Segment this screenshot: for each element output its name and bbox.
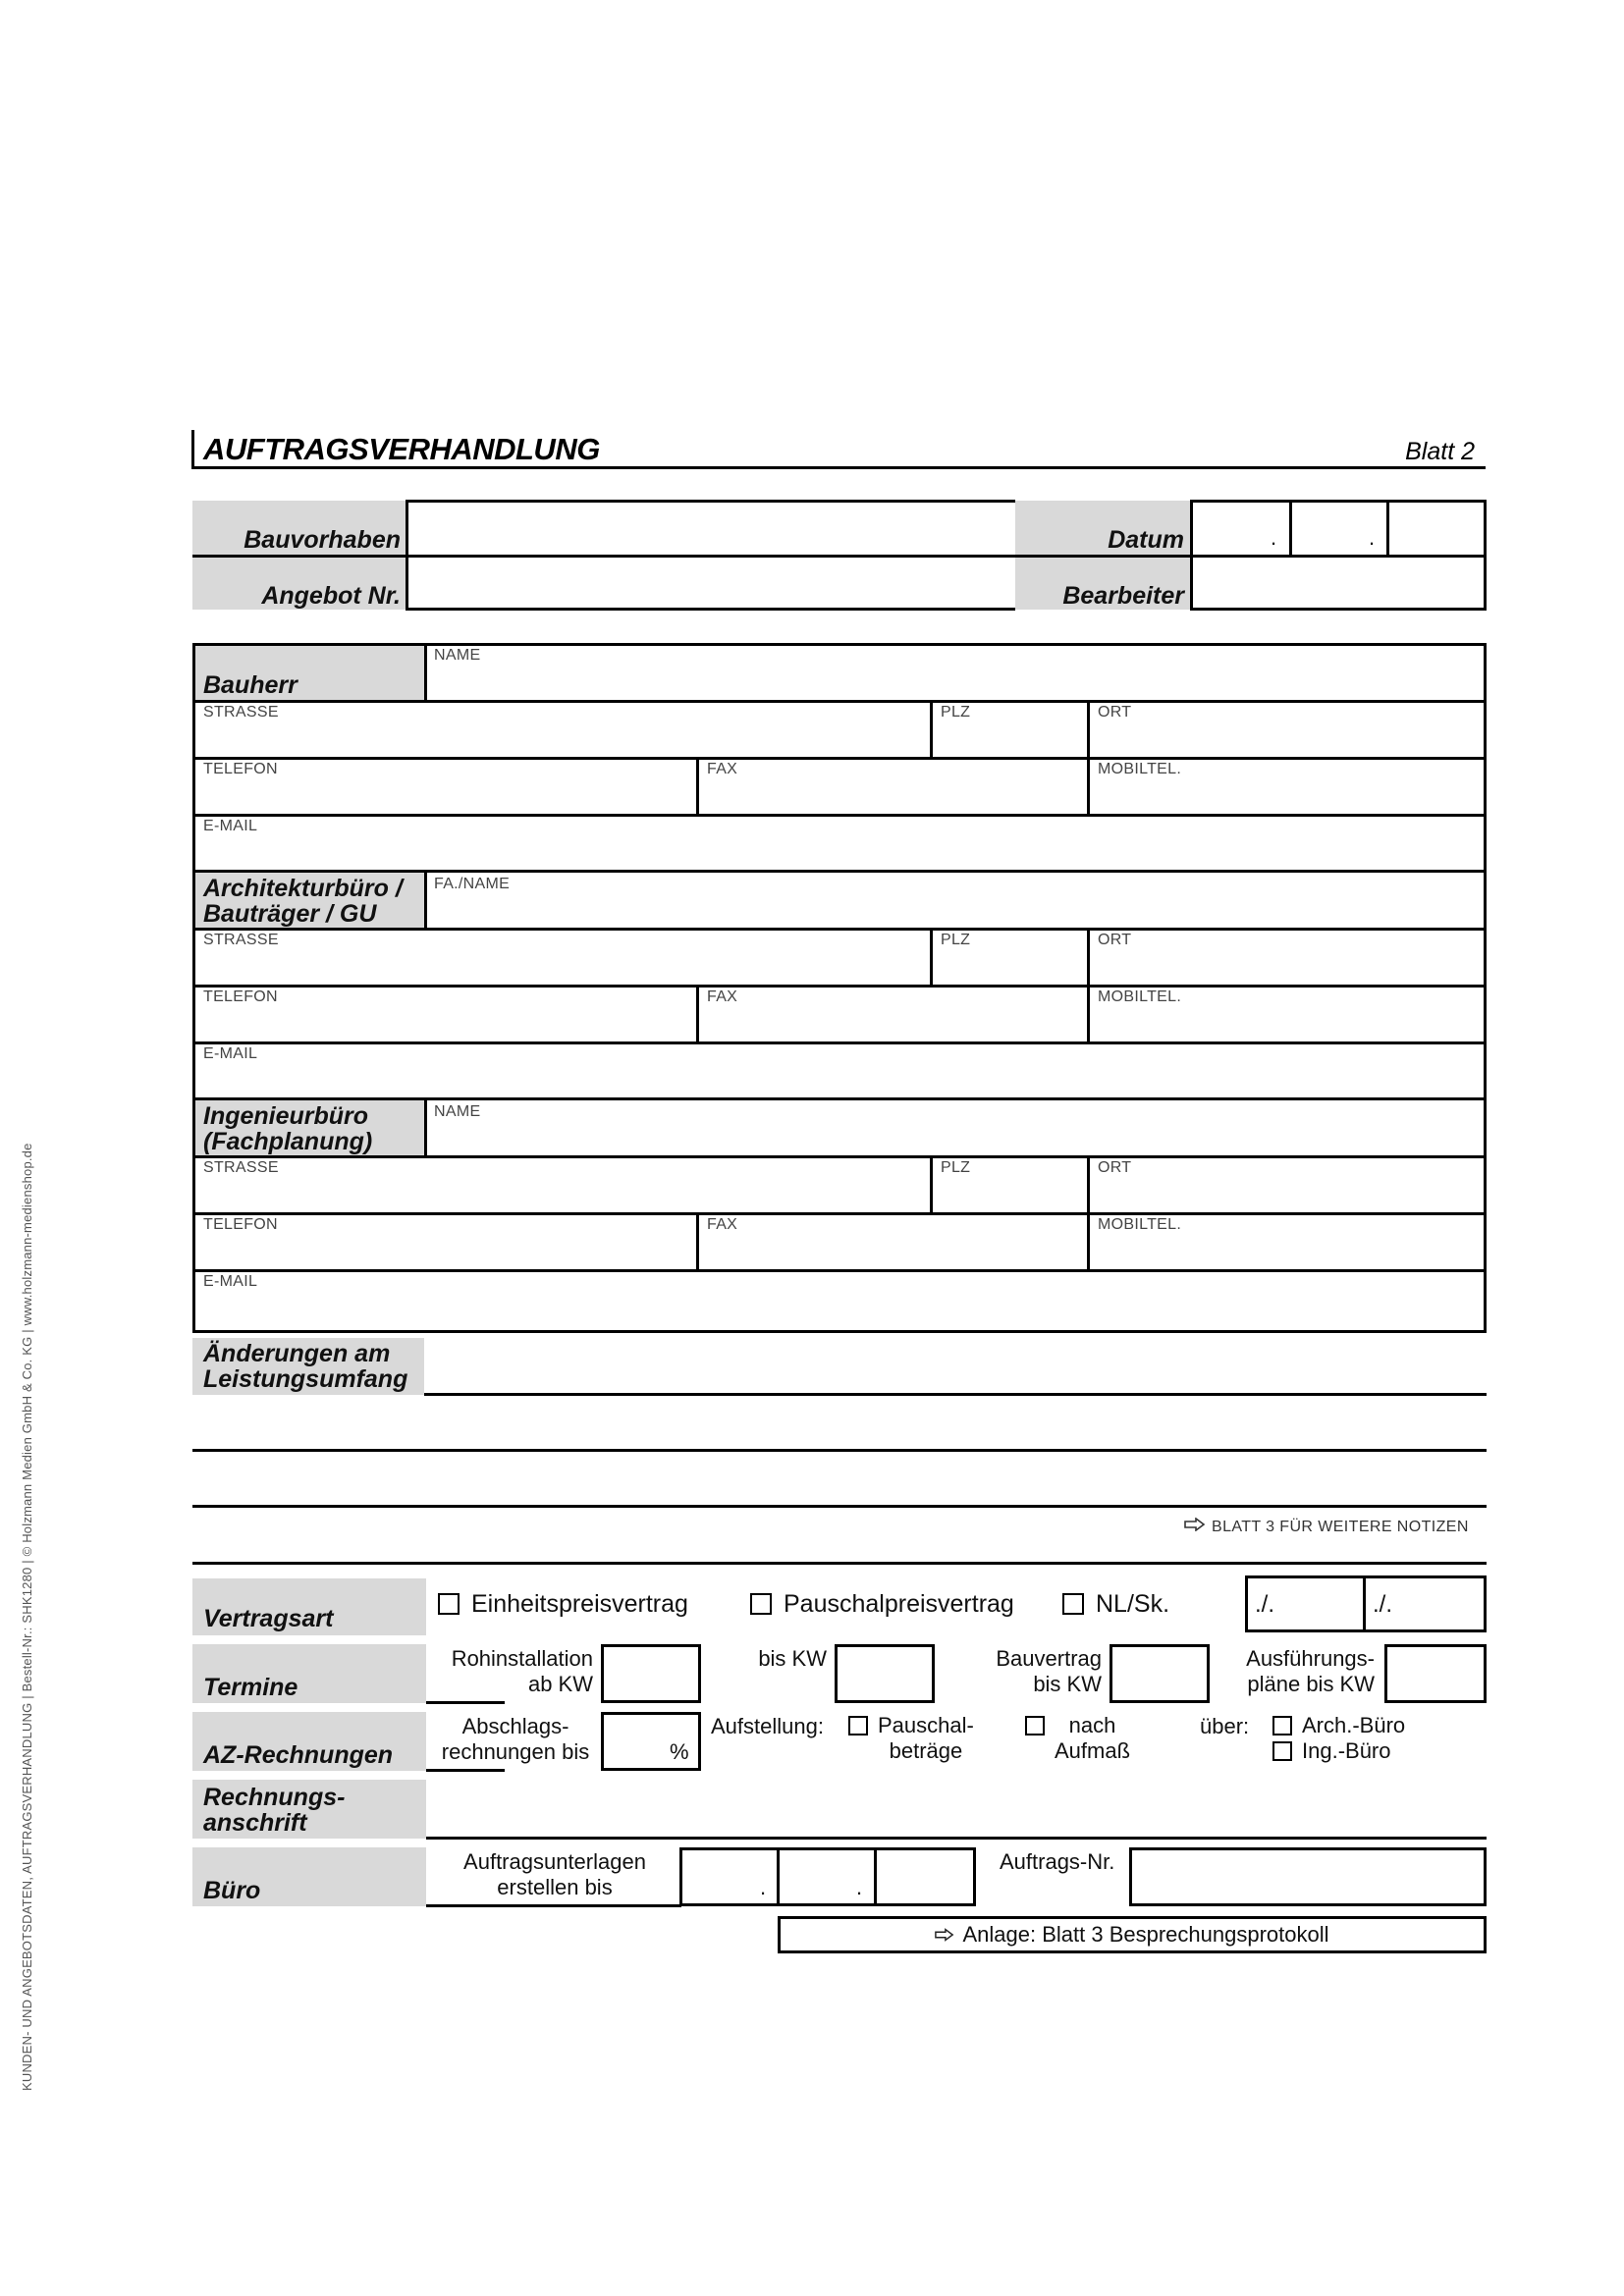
unterlagen-sep-1: . bbox=[760, 1875, 767, 1899]
bearbeiter-label: Bearbeiter bbox=[1062, 582, 1184, 610]
option-ing-buero[interactable] bbox=[1272, 1738, 1391, 1764]
ingenieur-div-plz bbox=[930, 1155, 933, 1212]
header-left-bar bbox=[191, 430, 194, 469]
az-label: AZ-Rechnungen bbox=[203, 1741, 394, 1769]
rechnung-rule bbox=[426, 1837, 1487, 1840]
changes-label-2: Leistungsumfang bbox=[203, 1365, 408, 1393]
header-rule bbox=[191, 466, 1486, 469]
option-pauschalpreis[interactable] bbox=[750, 1590, 1014, 1618]
bauherr-name-caption: NAME bbox=[434, 647, 481, 664]
abschlags-text-2: rechnungen bis bbox=[441, 1739, 590, 1764]
nlsk-label: NL/Sk. bbox=[1096, 1590, 1170, 1618]
ingenieur-telefon-field[interactable] bbox=[195, 1215, 696, 1269]
ingenieur-name-field[interactable] bbox=[427, 1100, 1484, 1154]
page-title: AUFTRAGSVERHANDLUNG bbox=[203, 432, 600, 466]
arch-buero-label: Arch.-Büro bbox=[1302, 1713, 1406, 1737]
bauherr-name-field[interactable] bbox=[427, 646, 1484, 700]
checkbox-einheitspreis[interactable] bbox=[438, 1593, 460, 1615]
architekt-email-field[interactable] bbox=[195, 1044, 1484, 1097]
termine-rule bbox=[426, 1701, 505, 1704]
ingenieur-plz-field[interactable] bbox=[933, 1158, 1087, 1212]
top-block-div1 bbox=[406, 500, 408, 611]
bauherr-email-caption: E-MAIL bbox=[203, 818, 258, 834]
ingenieur-ort-caption: ORT bbox=[1098, 1159, 1132, 1176]
bauvertrag-text-2: bis KW bbox=[1033, 1672, 1102, 1696]
vertragsart-cell-1-value: ./. bbox=[1255, 1591, 1275, 1618]
side-imprint: KUNDEN- UND ANGEBOTSDATEN, AUFTRAGSVERHANDLUNG | Bestell-Nr.: SHK1280 | © Holzmann Medien GmbH & Co. KG | www.holzmann-medienshop.de bbox=[20, 1143, 34, 2091]
checkbox-ing-buero[interactable] bbox=[1272, 1741, 1292, 1761]
roh-text-2: ab KW bbox=[527, 1672, 593, 1696]
architekt-telefon-caption: TELEFON bbox=[203, 988, 278, 1005]
option-nach-aufmass[interactable] bbox=[1025, 1713, 1130, 1764]
bauherr-mobiltel-caption: MOBILTEL. bbox=[1098, 761, 1182, 777]
ingenieur-ort-field[interactable] bbox=[1090, 1158, 1484, 1212]
changes-line-1-field[interactable] bbox=[424, 1338, 1487, 1393]
architekt-label-2: Bauträger / GU bbox=[203, 900, 377, 928]
percent-sign: % bbox=[670, 1739, 689, 1764]
bauherr-div-fax bbox=[696, 757, 699, 815]
datum-year-field[interactable] bbox=[1388, 501, 1486, 556]
az-rule bbox=[426, 1769, 505, 1772]
ingenieur-mobiltel-caption: MOBILTEL. bbox=[1098, 1216, 1182, 1233]
top-block-bottom-rule bbox=[406, 608, 1015, 611]
roh-text-1: Rohinstallation bbox=[451, 1646, 593, 1671]
ausfuehrung-text-2: pläne bis KW bbox=[1247, 1672, 1375, 1696]
changes-line-2-field[interactable] bbox=[192, 1396, 1487, 1449]
aufstellung-text: Aufstellung: bbox=[711, 1714, 824, 1738]
architekt-ort-caption: ORT bbox=[1098, 932, 1132, 948]
termine-label: Termine bbox=[203, 1674, 298, 1701]
architekt-label-1: Architekturbüro / bbox=[203, 875, 403, 902]
auftrags-nr-field[interactable] bbox=[1129, 1847, 1487, 1906]
changes-label-1: Änderungen am bbox=[203, 1340, 391, 1367]
nach-aufmass-line2: Aufmaß bbox=[1055, 1738, 1131, 1763]
ing-buero-label: Ing.-Büro bbox=[1302, 1738, 1391, 1763]
bauherr-fax-field[interactable] bbox=[699, 760, 1087, 814]
checkbox-pauschalbetraege[interactable] bbox=[848, 1716, 868, 1735]
bis-kw-text: bis KW bbox=[758, 1646, 827, 1671]
architekt-faname-caption: FA./NAME bbox=[434, 876, 511, 892]
anlage-box bbox=[778, 1916, 1487, 1953]
unterlagen-year-field[interactable] bbox=[877, 1850, 973, 1903]
ingenieur-plz-caption: PLZ bbox=[941, 1159, 971, 1176]
architekt-name-field[interactable] bbox=[427, 873, 1484, 927]
einheitspreis-label: Einheitspreisvertrag bbox=[471, 1590, 688, 1618]
ingenieur-mobiltel-field[interactable] bbox=[1090, 1215, 1484, 1269]
bauherr-strasse-field[interactable] bbox=[195, 703, 930, 757]
arrow-right-icon bbox=[1184, 1518, 1206, 1536]
architekt-div-plz bbox=[930, 928, 933, 985]
rechnung-label-1: Rechnungs- bbox=[203, 1784, 346, 1811]
architekt-div-fax bbox=[696, 985, 699, 1042]
ingenieur-email-field[interactable] bbox=[195, 1272, 1484, 1330]
top-block-div2 bbox=[1190, 500, 1193, 611]
ausfuehrung-text-1: Ausführungs- bbox=[1246, 1646, 1375, 1671]
ueber-text: über: bbox=[1200, 1714, 1250, 1738]
unterlagen-text-2: erstellen bis bbox=[497, 1875, 613, 1899]
pauschalbetraege-line2: beträge bbox=[889, 1738, 963, 1763]
ingenieur-label-2: (Fachplanung) bbox=[203, 1128, 373, 1155]
notes-hint bbox=[1184, 1518, 1469, 1536]
vertragsart-cell-2-value: ./. bbox=[1373, 1591, 1393, 1618]
auftrags-nr-text: Auftrags-Nr. bbox=[1000, 1849, 1115, 1874]
bauvorhaben-field[interactable] bbox=[406, 501, 1015, 556]
bis-kw-field[interactable] bbox=[835, 1644, 935, 1703]
angebot-field[interactable] bbox=[406, 557, 1015, 610]
ingenieur-fax-field[interactable] bbox=[699, 1215, 1087, 1269]
nach-aufmass-label bbox=[1055, 1713, 1130, 1764]
architekt-strasse-field[interactable] bbox=[195, 931, 930, 985]
notes-hint-text: BLATT 3 FÜR WEITERE NOTIZEN bbox=[1212, 1518, 1469, 1535]
bauherr-ort-field[interactable] bbox=[1090, 703, 1484, 757]
bauherr-label: Bauherr bbox=[203, 671, 298, 699]
option-nlsk[interactable] bbox=[1062, 1590, 1169, 1618]
ingenieur-email-caption: E-MAIL bbox=[203, 1273, 258, 1290]
bauherr-ort-caption: ORT bbox=[1098, 704, 1132, 721]
datum-div2 bbox=[1386, 500, 1389, 557]
bauherr-fax-caption: FAX bbox=[707, 761, 738, 777]
architekt-ort-field[interactable] bbox=[1090, 931, 1484, 985]
bauherr-plz-caption: PLZ bbox=[941, 704, 971, 721]
bauherr-telefon-field[interactable] bbox=[195, 760, 696, 814]
option-pauschalbetraege[interactable] bbox=[848, 1713, 974, 1764]
bearbeiter-field[interactable] bbox=[1190, 557, 1486, 610]
changes-rule-4 bbox=[192, 1562, 1487, 1565]
arrow-right-icon bbox=[935, 1922, 954, 1948]
bauvorhaben-label: Bauvorhaben bbox=[244, 526, 401, 554]
architekt-strasse-caption: STRASSE bbox=[203, 932, 279, 948]
architekt-fax-caption: FAX bbox=[707, 988, 738, 1005]
changes-rule-3 bbox=[192, 1505, 1487, 1508]
unterlagen-div-1 bbox=[777, 1847, 780, 1906]
pauschalbetraege-line1: Pauschal- bbox=[878, 1713, 974, 1737]
architekt-mobiltel-field[interactable] bbox=[1090, 988, 1484, 1041]
architekt-fax-field[interactable] bbox=[699, 988, 1087, 1041]
bauherr-plz-field[interactable] bbox=[933, 703, 1087, 757]
top-block-right-edge bbox=[1484, 500, 1487, 611]
angebot-label: Angebot Nr. bbox=[261, 582, 401, 610]
checkbox-nlsk[interactable] bbox=[1062, 1593, 1084, 1615]
ingenieur-div-fax bbox=[696, 1212, 699, 1270]
top-block-bottom-rule-right bbox=[1190, 608, 1487, 611]
architekt-telefon-field[interactable] bbox=[195, 988, 696, 1041]
ingenieur-name-caption: NAME bbox=[434, 1103, 481, 1120]
pauschalpreis-label: Pauschalpreisvertrag bbox=[784, 1590, 1014, 1618]
buero-rule bbox=[426, 1904, 681, 1907]
architekt-plz-caption: PLZ bbox=[941, 932, 971, 948]
pauschalbetraege-label bbox=[878, 1713, 974, 1764]
architekt-mobiltel-caption: MOBILTEL. bbox=[1098, 988, 1182, 1005]
datum-label: Datum bbox=[1108, 526, 1184, 554]
option-einheitspreis[interactable] bbox=[438, 1590, 688, 1618]
bauherr-strasse-caption: STRASSE bbox=[203, 704, 279, 721]
bauvertrag-kw-field[interactable] bbox=[1110, 1644, 1210, 1703]
unterlagen-sep-2: . bbox=[856, 1875, 863, 1899]
bauherr-telefon-caption: TELEFON bbox=[203, 761, 278, 777]
ingenieur-telefon-caption: TELEFON bbox=[203, 1216, 278, 1233]
anlage-text: Anlage: Blatt 3 Besprechungsprotokoll bbox=[962, 1922, 1329, 1947]
top-block-mid-rule bbox=[192, 555, 1487, 558]
rechnungsanschrift-field[interactable] bbox=[426, 1780, 1487, 1837]
ingenieur-strasse-field[interactable] bbox=[195, 1158, 930, 1212]
option-arch-buero[interactable] bbox=[1272, 1713, 1405, 1738]
checkbox-arch-buero[interactable] bbox=[1272, 1716, 1292, 1735]
architekt-plz-field[interactable] bbox=[933, 931, 1087, 985]
abschlags-text-1: Abschlags- bbox=[461, 1714, 569, 1738]
datum-div1 bbox=[1289, 500, 1292, 557]
ingenieur-strasse-caption: STRASSE bbox=[203, 1159, 279, 1176]
top-block-top-rule bbox=[406, 500, 1015, 503]
buero-label: Büro bbox=[203, 1877, 261, 1904]
roh-kw-field[interactable] bbox=[601, 1644, 701, 1703]
unterlagen-text-1: Auftragsunterlagen bbox=[463, 1849, 646, 1874]
ingenieur-fax-caption: FAX bbox=[707, 1216, 738, 1233]
bauvertrag-text-1: Bauvertrag bbox=[996, 1646, 1102, 1671]
sheet-number: Blatt 2 bbox=[1405, 438, 1475, 465]
bauherr-div-plz bbox=[930, 700, 933, 757]
datum-separator-1: . bbox=[1271, 525, 1277, 550]
architekt-email-caption: E-MAIL bbox=[203, 1045, 258, 1062]
unterlagen-div-2 bbox=[874, 1847, 877, 1906]
nach-aufmass-line1: nach bbox=[1068, 1713, 1116, 1737]
bauherr-email-field[interactable] bbox=[195, 817, 1484, 870]
bauherr-mobiltel-field[interactable] bbox=[1090, 760, 1484, 814]
ausfuehrung-kw-field[interactable] bbox=[1384, 1644, 1487, 1703]
checkbox-nach-aufmass[interactable] bbox=[1025, 1716, 1045, 1735]
top-block-top-rule-right bbox=[1190, 500, 1487, 503]
changes-line-3-field[interactable] bbox=[192, 1452, 1487, 1505]
ingenieur-label-1: Ingenieurbüro bbox=[203, 1102, 369, 1130]
vertragsart-label: Vertragsart bbox=[203, 1605, 334, 1632]
datum-separator-2: . bbox=[1369, 525, 1376, 550]
checkbox-pauschalpreis[interactable] bbox=[750, 1593, 772, 1615]
rechnung-label-2: anschrift bbox=[203, 1809, 307, 1837]
